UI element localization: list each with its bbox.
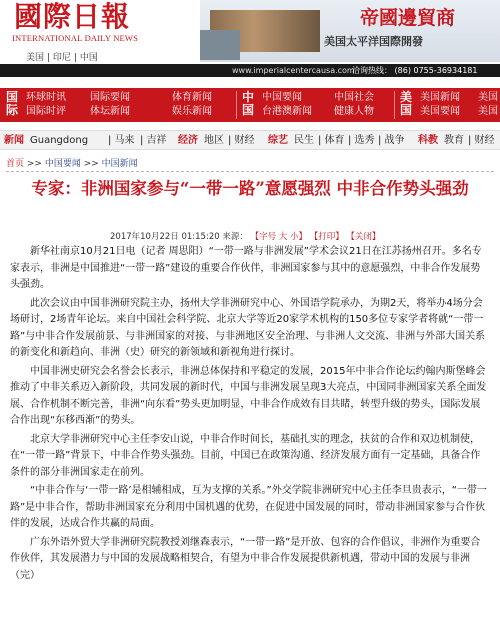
font-size-toggle[interactable]: 【字号 大 小】 — [250, 232, 307, 242]
ad-url-link[interactable]: www.imperialcentercausa.com — [232, 66, 355, 75]
nav-column — [26, 91, 66, 119]
main-nav — [0, 88, 500, 122]
breadcrumb-link[interactable]: 中国新闻 — [101, 159, 138, 169]
subnav-link[interactable]: Guangdong — [30, 135, 89, 146]
close-button[interactable]: 【关闭】 — [346, 232, 381, 242]
ad-phone: 洽询热线： (86) 0755-36934181 — [352, 66, 478, 75]
ad-subtitle: 美国太平洋国際開發 — [324, 35, 423, 48]
subnav-link[interactable]: | 战争 — [378, 135, 405, 146]
site-logo[interactable]: 國際日報 — [14, 0, 131, 33]
subnav-link[interactable]: | 体育 — [318, 135, 345, 146]
article-paragraph: 广东外语外贸大学非洲研究院教授刘继森表示，“一带一路”是开放、包容的合作倡议，非洲作为重要合作伙伴，其发展潜力与中国的发展战略相契合，有望为中非合作发展提供新机遇，带动中国的发展与非洲（完） — [10, 536, 481, 581]
nav-column — [420, 91, 460, 119]
edition-switcher: 美国 | 印尼 | 中国 — [26, 53, 98, 63]
nav-column — [262, 91, 312, 119]
subnav-link[interactable]: 综艺 — [268, 135, 288, 146]
nav-link[interactable]: 国际时评 — [26, 106, 66, 117]
nav-link[interactable]: 健康人物 — [334, 106, 374, 117]
nav-link[interactable]: 体育新闻 — [172, 92, 212, 103]
subnav-link[interactable]: 民生 — [294, 135, 314, 146]
ad-title: 帝國邊貿商 — [360, 7, 456, 29]
nav-link[interactable]: 环球时讯 — [26, 92, 66, 103]
article-source: 来源： — [222, 232, 248, 242]
subnav-link[interactable]: 教育 — [444, 135, 464, 146]
nav-divider — [236, 91, 237, 119]
nav-link[interactable]: 台港澳新闻 — [262, 106, 312, 117]
subnav-link[interactable]: 新闻 — [4, 135, 24, 146]
ad-building-image-secondary — [200, 30, 240, 60]
breadcrumb-link[interactable]: 中国要闻 — [44, 159, 81, 169]
nav-group-caption: 美国 — [400, 90, 413, 117]
edition-link-us[interactable]: 美国 — [26, 53, 45, 63]
subnav-link[interactable]: | 财经 — [468, 135, 495, 146]
article-body — [10, 244, 490, 586]
article-paragraph: “中非合作与‘一带一路’是相辅相成，互为支撑的关系。”外交学院非洲研究中心主任李旦贵表示，“一带一路”是中非合作，帮助非洲国家充分利用中国机遇的优势，在促进中国发展的同时，带动非洲国家参与合作伙伴的发展，达成合作共赢的局面。 — [10, 485, 487, 529]
site-logo-english[interactable]: INTERNATIONAL DAILY NEWS — [12, 33, 139, 43]
nav-link[interactable]: 美国新闻 — [420, 92, 460, 103]
breadcrumb-home-link[interactable]: 首页 — [6, 159, 25, 169]
article-paragraph: 中国非洲史研究会名誉会长表示，非洲总体保持和平稳定的发展，2015年中非合作论坛约翰内斯堡峰会推动了中非关系迈入新阶段，共同发展的新时代，中国与非洲发展呈现3大亮点，中国同非洲国家关系全面发展、合作机制不断完善，非洲“向东看”势头更加明显，中非合作成效有目共睹，转型升级的势头，国际发展合作出现“东移西渐”的势头。 — [10, 365, 487, 426]
nav-link[interactable]: 美国 — [478, 106, 498, 117]
nav-link[interactable]: 美国 — [478, 92, 498, 103]
nav-link[interactable]: 体坛新闻 — [90, 106, 130, 117]
subnav-link[interactable]: | 马来 — [108, 135, 135, 146]
article-paragraph: 此次会议由中国非洲研究院主办，扬州大学非洲研究中心、外国语学院承办，为期2天，将举办4场分会场研讨，2场青年论坛。来自中国社会科学院、北京大学等近20家学术机构的150多位专家学者将就“一带一路”与中非合作发展前景、与非洲国家的对接、与非洲地区安全治理、与非洲人文交流、非洲与外部大国关系的新变化和新趋向、非洲（史）研究的新领域和新视角进行探讨。 — [10, 297, 486, 358]
nav-link[interactable]: 美国要闻 — [420, 106, 460, 117]
edition-link-china[interactable]: 中国 — [79, 53, 98, 63]
sub-nav — [0, 130, 500, 150]
nav-link[interactable]: 国际要闻 — [90, 92, 130, 103]
nav-column — [90, 91, 130, 119]
nav-divider — [394, 91, 395, 119]
nav-link[interactable]: 中国社会 — [334, 92, 374, 103]
nav-column — [172, 91, 212, 119]
breadcrumb: 首页 >> 中国要闻 >> 中国新闻 — [6, 156, 494, 172]
nav-group-caption: 中国 — [242, 90, 255, 117]
article-meta — [110, 230, 380, 242]
article-title: 专家：非洲国家参与“一带一路”意愿强烈 中非合作势头强劲 — [31, 179, 469, 198]
subnav-link[interactable]: 地区 — [204, 135, 224, 146]
nav-link[interactable]: 娱乐新闻 — [172, 106, 212, 117]
print-button[interactable]: 【打印】 — [309, 232, 344, 242]
ad-info-bar — [0, 64, 500, 77]
article-paragraph: 新华社南京10月21日电（记者 周思阳）“一带一路与非洲发展”学术会议21日在江苏扬州召开。多名专家表示，非洲是中国推进“一带一路”建设的重要合作伙伴，非洲国家参与其中的意愿强烈，中非合作发展势头强劲。 — [10, 246, 482, 290]
subnav-link[interactable]: | 吉祥 — [140, 135, 167, 146]
nav-link[interactable]: 中国要闻 — [262, 92, 302, 103]
subnav-link[interactable]: | 选秀 — [348, 135, 375, 146]
article-time: 2017年10月22日 01:15:20 — [110, 232, 220, 242]
subnav-link[interactable]: | 财经 — [228, 135, 255, 146]
edition-link-indonesia[interactable]: 印尼 — [52, 53, 71, 63]
nav-group-caption: 国际 — [6, 90, 19, 117]
banner-ad[interactable] — [200, 0, 500, 62]
subnav-link[interactable]: 科教 — [418, 135, 438, 146]
subnav-link[interactable]: 经济 — [178, 135, 198, 146]
nav-column — [334, 91, 374, 119]
article-paragraph: 北京大学非洲研究中心主任李安山说，中非合作时间长，基础扎实的理念，扶贫的合作和双边机制使，在“一带一路”背景下，中非合作势头强劲。目前，中国已在政策沟通、经济发展方面有一定基础，具备合作条件的部分非洲国家走在前列。 — [10, 433, 481, 478]
nav-column — [478, 91, 498, 119]
